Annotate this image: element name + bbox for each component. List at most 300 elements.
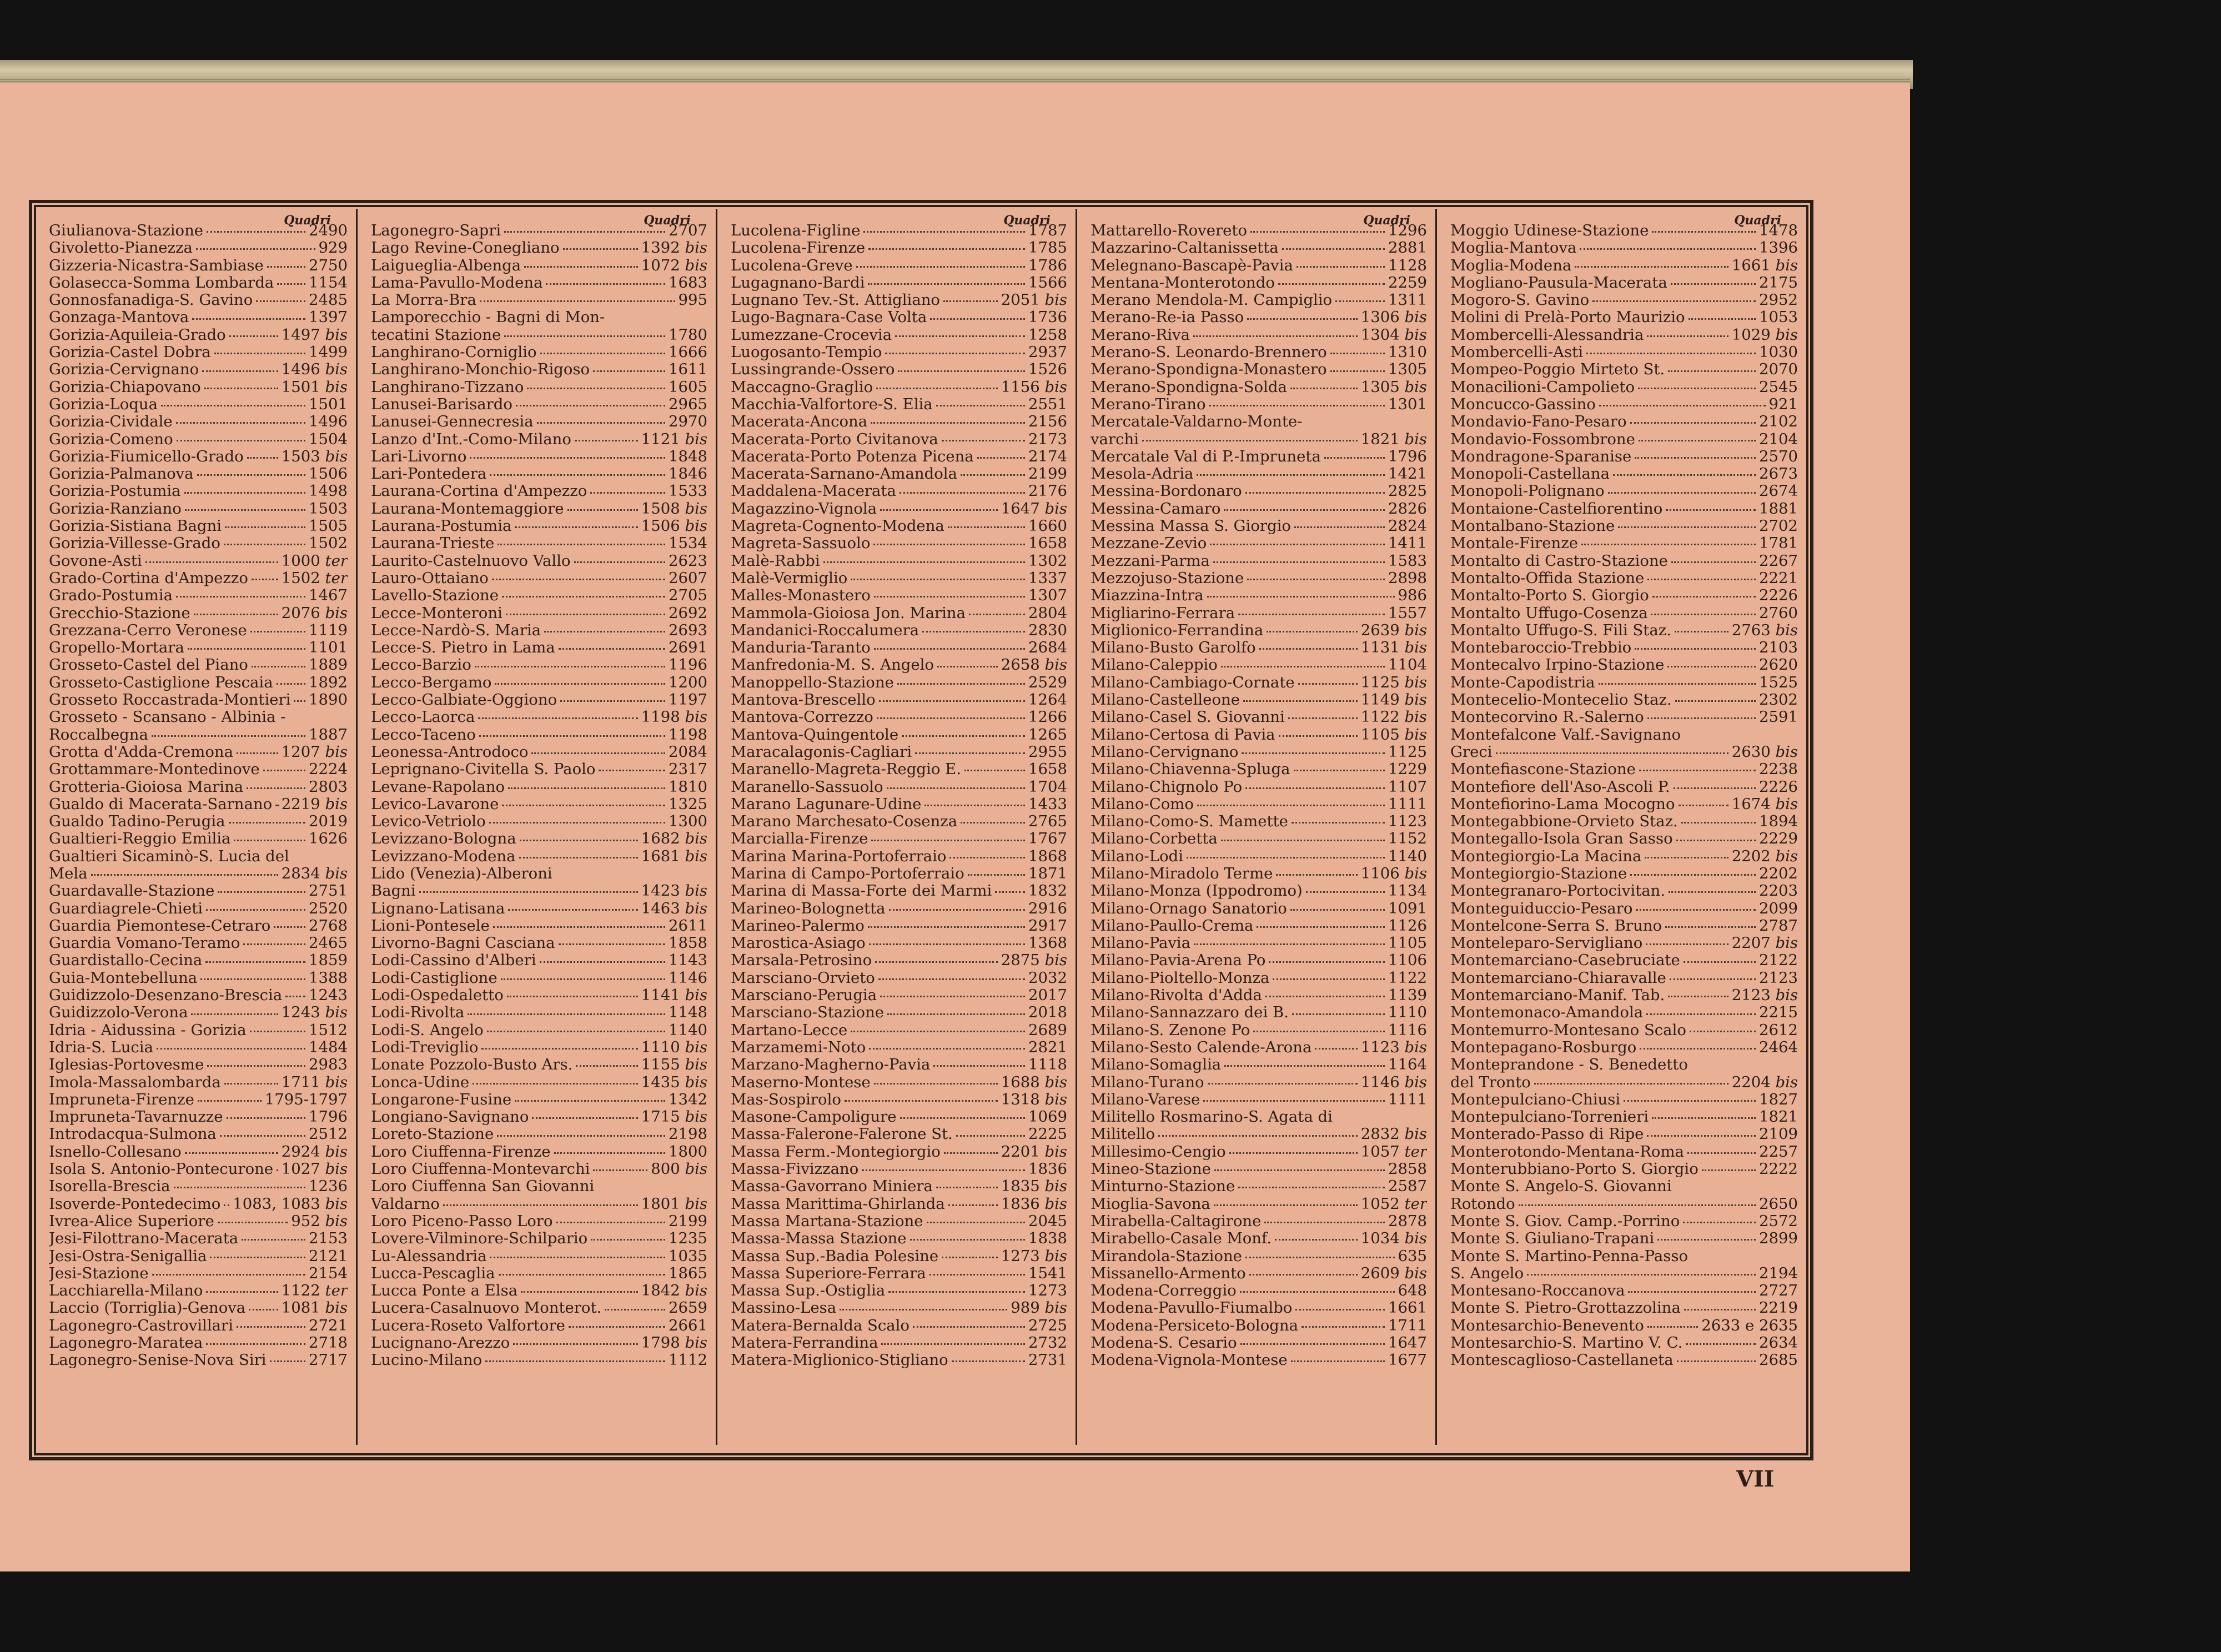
entry-table-number: 1110 [1388,1004,1427,1022]
index-entry [731,639,1067,656]
entry-name: Lodi-Rivolta [371,1004,465,1022]
entry-name: Ivrea-Alice Superiore [49,1212,214,1230]
entry-table-number: 1302 [1028,552,1067,570]
entry-name: Laurana-Montemaggiore [371,500,564,518]
index-entry [371,796,707,813]
entry-table-number: 1207 bis [281,743,348,761]
index-entry [49,691,348,709]
dot-leader [532,1115,637,1119]
dot-leader [1221,837,1385,841]
index-entry [731,327,1067,344]
entry-table-number: 1842 bis [641,1282,707,1300]
dot-leader [1214,1202,1358,1206]
entry-name: Milano-Pavia [1091,935,1191,952]
index-entry [371,309,707,326]
entry-table-number: 1832 [1028,882,1067,900]
entry-name: Lanusei-Gennecresia [371,413,534,431]
entry-table-number: 1512 [309,1021,348,1039]
index-entry [731,535,1067,552]
entry-name: Lecce-Nardò-S. Maria [371,621,541,639]
index-entry [49,1299,348,1317]
index-entry [371,379,707,396]
index-entry [731,222,1067,239]
index-entry [1450,987,1798,1004]
entry-name: Loro Ciuffenna San Giovanni [371,1178,595,1196]
dot-leader [851,576,1025,580]
entry-name: Grotteria-Gioiosa Marina [49,778,244,796]
entry-name: Messina-Camaro [1091,500,1221,518]
entry-name: Gorizia-Aquileia-Grado [49,326,226,344]
entry-name: Gonnosfanadiga-S. Gavino [49,292,253,309]
dot-leader [237,1324,305,1328]
dot-leader [504,333,665,337]
entry-name: Malles-Monastero [731,587,871,605]
dot-leader [1630,872,1756,876]
dot-leader [497,1133,665,1137]
entry-table-number: 1134 [1388,882,1427,900]
entry-name: Mirabello-Casale Monf. [1091,1230,1272,1248]
entry-table-number: 2520 [309,900,348,917]
index-entry [731,813,1067,830]
entry-table-number: 1711 bis [281,1073,348,1091]
entry-table-number: 1533 [669,483,707,500]
dot-leader [229,820,305,824]
dot-leader [194,611,278,615]
dot-leader [227,1115,306,1119]
entry-name: Lanzo d'Int.-Como-Milano [371,430,571,448]
dot-leader [1275,1237,1358,1241]
entry-name: Massa Sup.-Badia Polesine [731,1247,939,1265]
index-entry [1450,518,1798,535]
index-entry [49,1334,348,1352]
entry-table-number: 2153 [309,1230,348,1248]
entry-table-number: 1798 bis [641,1334,707,1352]
dot-leader [489,820,665,824]
index-entry [1450,1143,1798,1161]
index-entry [731,865,1067,882]
dot-leader [930,316,1025,320]
dot-leader [1686,1341,1756,1345]
entry-table-number: 2051 bis [1001,292,1067,309]
dot-leader [502,594,665,597]
dot-leader [515,1098,665,1102]
dot-leader [1330,350,1385,354]
entry-table-number: 1310 [1388,344,1427,361]
index-entry [49,656,348,674]
entry-table-number: 1827 [1759,1091,1798,1108]
entry-name: Levizzano-Modena [371,847,516,865]
entry-table-number: 2229 [1759,830,1798,848]
entry-table-number: 1318 bis [1001,1091,1067,1108]
index-entry [49,900,348,917]
entry-name: Gorizia-Chiapovano [49,378,201,396]
dot-leader [1229,1150,1358,1154]
dot-leader [1586,350,1756,354]
entry-table-number: 2238 [1759,761,1798,779]
entry-name: Lucignano-Arezzo [371,1334,510,1352]
entry-name: Merano-Spondigna-Monastero [1091,361,1327,379]
dot-leader [506,611,665,615]
entry-table-number: 2611 [669,917,707,935]
entry-name: Maccagno-Graglio [731,378,873,396]
entry-table-number: 1704 [1028,778,1067,796]
index-entry [371,917,707,935]
entry-name: Lignano-Latisana [371,900,505,917]
index-entry [1450,361,1798,378]
dot-leader [1290,907,1385,911]
dot-leader [1282,246,1385,250]
entry-table-number: 1397 [309,309,348,327]
dot-leader [1652,1115,1756,1119]
index-entry [1091,622,1427,639]
index-entry [1091,1143,1427,1161]
entry-table-number: 1052 ter [1360,1195,1427,1213]
dot-leader [1194,941,1385,945]
entry-name: Manoppello-Stazione [731,674,894,691]
entry-name: Lodi-Castiglione [371,969,498,987]
entry-table-number: 1647 [1388,1334,1427,1352]
dot-leader [1630,420,1756,424]
entry-table-number: 2017 [1028,987,1067,1005]
dot-leader [1276,872,1357,876]
index-entry [1091,1126,1427,1143]
entry-table-number: 2727 [1759,1282,1798,1300]
dot-leader [1646,1011,1756,1015]
entry-name: Levico-Vetriolo [371,813,486,831]
entry-name: Greci [1450,743,1493,761]
index-entry [1450,656,1798,674]
index-entry [1091,882,1427,900]
dot-leader [605,1307,665,1310]
dot-leader [188,646,305,650]
index-entry [1091,796,1427,813]
index-entry [371,656,707,674]
entry-name: Milano-Casel S. Giovanni [1091,709,1285,726]
entry-name: Lamporecchio - Bagni di Mon- [371,309,605,327]
entry-name: Mineo-Stazione [1091,1161,1211,1178]
entry-name: Isola S. Antonio-Pontecurone [49,1161,274,1178]
entry-name: Montescaglioso-Castellaneta [1450,1352,1674,1369]
dot-leader [887,785,1025,789]
entry-name: Roccalbegna [49,726,148,744]
entry-table-number: 2215 [1759,1004,1798,1022]
entry-table-number: 1681 bis [641,847,707,865]
entry-table-number: 1148 [669,1004,707,1022]
entry-table-number: 2123 [1759,969,1798,987]
entry-name: Lavello-Stazione [371,587,499,605]
entry-name: Milano-Cambiago-Cornate [1091,674,1295,691]
entry-name: Guidizzolo-Verona [49,1004,188,1022]
entry-table-number: 1164 [1388,1056,1427,1074]
entry-name: Mezzani-Parma [1091,552,1210,570]
entry-table-number: 1836 [1028,1161,1067,1178]
dot-leader [1575,264,1728,268]
entry-name: Messina Massa S. Giorgio [1091,518,1291,535]
entry-name: Gorizia-Cervignano [49,361,199,379]
dot-leader [956,1133,1025,1137]
dot-leader [234,837,305,841]
index-entry [1091,848,1427,865]
dot-leader [214,350,305,354]
dot-leader [205,959,305,963]
dot-leader [902,733,1025,737]
dot-leader [256,298,305,302]
entry-name: Moglia-Mantova [1450,239,1577,257]
index-entry [1091,1004,1427,1021]
entry-name: Lecco-Laorca [371,709,475,726]
index-column-2 [358,209,715,1445]
entry-name: Milano-Como-S. Mamette [1091,813,1288,831]
entry-table-number: 1265 [1028,726,1067,744]
entry-table-number: 2485 [309,292,348,309]
entry-table-number: 1243 [309,987,348,1005]
dot-leader [1214,1167,1385,1171]
entry-name: Milano-Turano [1091,1073,1204,1091]
index-entry [49,518,348,535]
dot-leader [823,559,1025,563]
dot-leader [1669,889,1756,893]
entry-name: Longarone-Fusine [371,1091,512,1108]
entry-name: Monte S. Pietro-Grottazzolina [1450,1299,1681,1317]
entry-table-number: 1197 [669,691,707,709]
entry-name: Manfredonia-M. S. Angelo [731,656,934,674]
entry-name: Lonca-Udine [371,1073,470,1091]
entry-name: Montesarchio-S. Martino V. C. [1450,1334,1683,1352]
entry-name: Milano-S. Zenone Po [1091,1021,1250,1039]
dot-leader [540,959,665,963]
index-entry [731,935,1067,952]
entry-name: Masone-Campoligure [731,1108,897,1126]
entry-table-number: 2878 [1388,1212,1427,1230]
entry-name: Mezzane-Zevio [1091,535,1207,553]
index-entry [1450,1126,1798,1143]
dot-leader [1652,229,1756,233]
entry-name: Gorizia-Postumia [49,483,181,500]
entry-table-number: 1105 bis [1360,726,1427,744]
dot-leader [1273,976,1385,980]
index-entry [1091,1248,1427,1265]
entry-table-number: 1196 [669,656,707,674]
entry-table-number: 1311 [1388,292,1427,309]
entry-name: Lucino-Milano [371,1352,483,1369]
index-entry [371,274,707,292]
dot-leader [937,664,998,667]
entry-name: Lioni-Pontesele [371,917,490,935]
entry-table-number: 1835 bis [1001,1178,1067,1196]
entry-name: S. Angelo [1450,1264,1524,1282]
entry-table-number: 1767 [1028,830,1067,848]
entry-table-number: 2018 [1028,1004,1067,1022]
entry-name: Monte S. Martino-Penna-Passo [1450,1247,1689,1265]
index-entry [371,1074,707,1091]
entry-name: Merano-S. Leonardo-Brennero [1091,344,1327,361]
entry-table-number: 1118 [1028,1056,1067,1074]
entry-name: Luogosanto-Tempio [731,344,882,361]
index-entry [1450,1056,1798,1073]
index-entry [731,1299,1067,1317]
dot-leader [567,507,638,511]
dot-leader [1647,576,1756,580]
entry-name: Monopoli-Polignano [1450,483,1605,500]
index-entry [1091,605,1427,622]
index-entry [731,709,1067,726]
dot-leader [1249,1272,1358,1276]
index-entry [371,865,707,882]
dot-leader [267,264,305,268]
entry-table-number: 1140 [669,1021,707,1039]
entry-table-number: 2659 [669,1299,707,1317]
index-entry [371,848,707,865]
index-entry [731,1352,1067,1369]
dot-leader [1496,750,1728,754]
index-entry [1450,344,1798,361]
index-entry [1450,1004,1798,1021]
entry-name: Milano-Pioltello-Monza [1091,969,1270,987]
dot-leader [1291,1358,1385,1362]
entry-name: Montefalcone Valf.-Savignano [1450,726,1681,744]
dot-leader [145,559,278,563]
entry-table-number: 2955 [1028,743,1067,761]
entry-table-number: 2970 [669,413,707,431]
entry-table-number: 2693 [669,621,707,639]
entry-name: Montalto di Castro-Stazione [1450,552,1668,570]
entry-table-number: 2661 [669,1317,707,1334]
entry-table-number: 2707 [669,222,707,239]
entry-name: Gualdo di Macerata-Sarnano [49,795,273,813]
entry-table-number: 2226 [1759,778,1798,796]
entry-table-number: 989 bis [1011,1299,1067,1317]
entry-name: Montecorvino R.-Salerno [1450,709,1644,726]
entry-table-number: 1541 [1028,1264,1067,1282]
dot-leader [1628,1289,1756,1293]
entry-name: Levane-Rapolano [371,778,505,796]
index-entry [49,1178,348,1195]
entry-table-number: 1821 [1759,1108,1798,1126]
index-entry [371,396,707,413]
entry-list [1450,222,1798,1369]
entry-name: Montegabbione-Orvieto Staz. [1450,813,1678,831]
entry-table-number: 2198 [669,1126,707,1143]
entry-name: Montesarchio-Benevento [1450,1317,1644,1334]
dot-leader [968,872,1025,876]
dot-leader [185,507,305,511]
entry-name: Macchia-Valfortore-S. Elia [731,395,933,413]
entry-name: Mercatale Val di P.-Impruneta [1091,448,1321,465]
entry-name: Langhirano-Tizzano [371,378,524,396]
entry-table-number: 1785 [1028,239,1067,257]
entry-list [371,222,707,1369]
entry-name: Lagonegro-Maratea [49,1334,203,1352]
entry-name: Marina di Massa-Forte dei Marmi [731,882,992,900]
entry-name: Monterubbiano-Porto S. Giorgio [1450,1161,1699,1178]
index-entry [731,987,1067,1004]
dot-leader [540,350,665,354]
index-entry [1091,952,1427,969]
entry-table-number: 1780 [669,326,707,344]
dot-leader [513,1341,637,1345]
dot-leader [969,611,1025,615]
index-entry [1091,465,1427,483]
entry-table-number: 648 [1398,1282,1427,1300]
index-entry [371,1126,707,1143]
entry-table-number: 2219 bis [281,795,348,813]
entry-name: Mammola-Gioiosa Jon. Marina [731,604,966,622]
dot-leader [1197,802,1385,806]
dot-leader [856,264,1025,268]
index-entry [1450,674,1798,691]
entry-name: Mantova-Correzzo [731,709,873,726]
entry-name: Marcialla-Firenze [731,830,868,848]
entry-table-number: 1034 bis [1360,1230,1427,1248]
index-entry [731,970,1067,987]
index-entry [731,239,1067,257]
entry-name: Montesano-Roccanova [1450,1282,1625,1300]
entry-table-number: 2705 [669,587,707,605]
entry-list [1091,222,1427,1369]
index-entry [731,1039,1067,1056]
entry-name: Montecalvo Irpino-Stazione [1450,656,1665,674]
entry-name: Massa-Falerone-Falerone St. [731,1126,953,1143]
entry-table-number: 2674 [1759,483,1798,500]
entry-table-number: 1433 [1028,795,1067,813]
entry-name: Monterado-Passo di Ripe [1450,1126,1644,1143]
dot-leader [887,1011,1025,1015]
entry-table-number: 2824 [1388,518,1427,535]
dot-leader [881,1341,1025,1345]
index-entry [731,1108,1067,1126]
dot-leader [242,1237,305,1241]
entry-name: Givoletto-Pianezza [49,239,193,257]
dot-leader [560,698,665,702]
entry-name: Gorizia-Loqua [49,395,158,413]
entry-name: Modena-Vignola-Montese [1091,1352,1288,1369]
entry-name: Merano-Spondigna-Solda [1091,378,1287,396]
index-entry [1091,379,1427,396]
dot-leader [1203,1098,1385,1102]
entry-name: Massa Martana-Stazione [731,1212,923,1230]
index-entry [731,1143,1067,1161]
entry-name: Montalto Uffugo-Cosenza [1450,604,1648,622]
entry-table-number: 1508 bis [641,500,707,518]
entry-table-number: 1072 bis [641,257,707,274]
index-entry [49,1317,348,1334]
entry-name: Mirabella-Caltagirone [1091,1212,1262,1230]
index-entry [371,431,707,448]
entry-name: Impruneta-Tavarnuzze [49,1108,223,1126]
entry-table-number: 1677 [1388,1352,1427,1369]
entry-table-number: 2202 [1759,865,1798,882]
entry-name: Milano-Certosa di Pavia [1091,726,1275,744]
dot-leader [1690,1028,1756,1032]
entry-table-number: 2804 [1028,604,1067,622]
entry-table-number: 2612 [1759,1021,1798,1039]
index-entry [1091,535,1427,552]
dot-leader [1647,1324,1699,1328]
entry-table-number: 635 [1398,1247,1427,1265]
dot-leader [949,855,1025,858]
index-entry [1091,709,1427,726]
index-entry [49,639,348,656]
index-entry [731,1317,1067,1334]
entry-name: Gorizia-Villesse-Grado [49,535,220,553]
index-entry [49,1143,348,1161]
entry-table-number: 1683 [669,274,707,292]
entry-name: Lagonegro-Senise-Nova Siri [49,1352,267,1369]
index-entry [1450,309,1798,326]
index-entry [1450,744,1798,761]
dot-leader [1599,403,1766,406]
entry-table-number: 1069 [1028,1108,1067,1126]
